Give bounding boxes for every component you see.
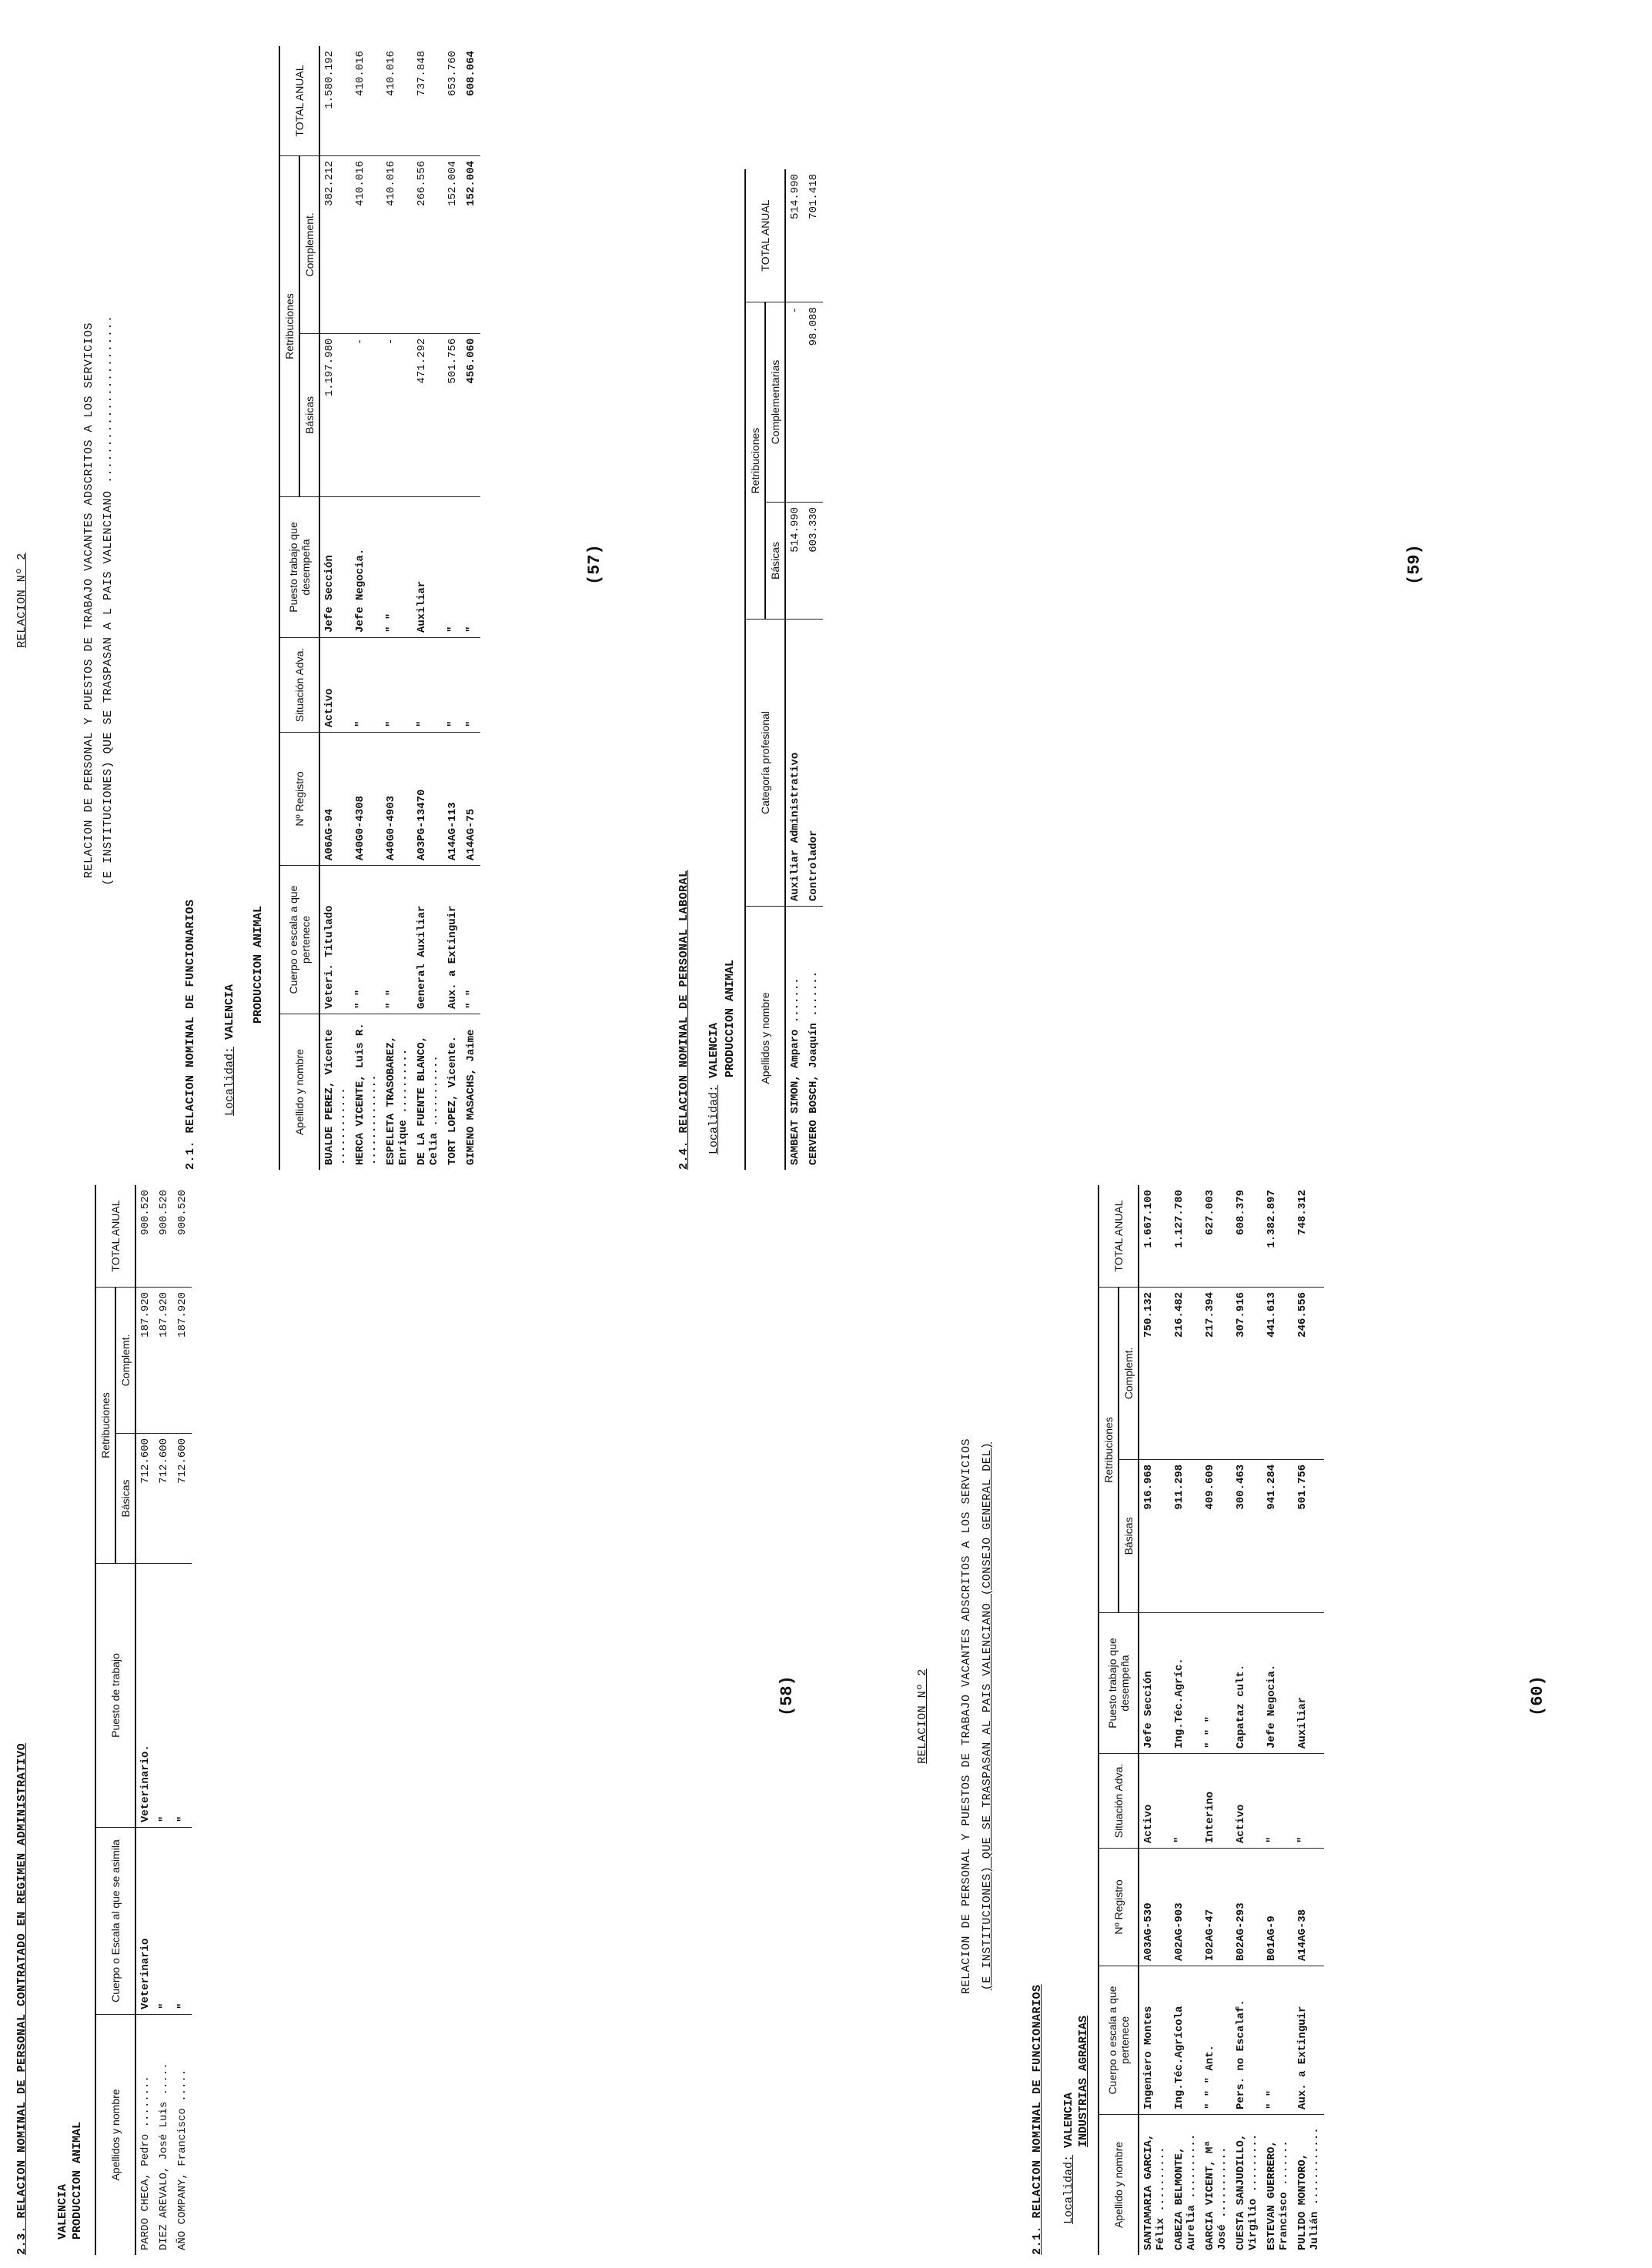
cell-basicas: 1.197.980 (319, 333, 351, 496)
table-row (785, 169, 804, 1170)
col-situacion: Situación Adva. (279, 638, 319, 733)
cell-puesto: Jefe Sección (1139, 1613, 1170, 1754)
cell-basicas: 300.463 (1232, 1459, 1262, 1612)
cell-situacion: " (382, 638, 413, 733)
cell-cuerpo: Veterinario (135, 1828, 155, 2015)
unidad4-value: INDUSTRIAS AGRARIAS (1077, 2015, 1090, 2147)
col-total: TOTAL ANUAL (95, 1185, 135, 1288)
cell-total: 410.016 (351, 46, 382, 156)
cell-registro: I02AG-47 (1201, 1849, 1232, 1966)
col-total: TOTAL ANUAL (279, 46, 319, 156)
cell-complementarias: 410.016 (351, 156, 382, 334)
col-complementarias: Complementarias (765, 302, 785, 503)
cell-nombre: TORT LOPEZ, Vicente. (446, 1035, 459, 1165)
table-row (1293, 1185, 1324, 2255)
funcionarios-table (279, 46, 480, 1170)
col-categoria: Categoría profesional (745, 620, 785, 907)
cell-nombre: ESTEVAN GUERRERO, Francisco ....... (1266, 2140, 1290, 2250)
cell-complementarias: 187.920 (173, 1288, 192, 1434)
cell-complementarias: 217.394 (1201, 1288, 1232, 1460)
cell-nombre: CERVERO BOSCH, Joaquín ....... (808, 970, 820, 1165)
cell-puesto: Jefe Negocia. (1262, 1613, 1293, 1754)
table-row (319, 46, 351, 1170)
cell-total: 608.064 (462, 46, 480, 156)
col-total: TOTAL ANUAL (745, 169, 785, 302)
cell-cuerpo: Aux. a Extinguir (443, 866, 462, 1014)
col-retribuciones: Retribuciones (745, 302, 765, 620)
cell-registro: A02AG-903 (1170, 1849, 1201, 1966)
cell-total: 608.379 (1232, 1185, 1262, 1288)
cell-registro: B01AG-9 (1262, 1849, 1293, 1966)
section3-heading (15, 1177, 28, 2255)
col-puesto: Puesto de trabajo (95, 1564, 135, 1828)
cell-situacion: " (1170, 1754, 1201, 1849)
cell-nombre: CUESTA SANJUDILLO, Virgilio ......... (1235, 2133, 1259, 2250)
col-puesto: Puesto trabajo que desempeña (279, 497, 319, 638)
col-basicas: Básicas (1119, 1459, 1139, 1612)
col-cuerpo: Cuerpo o escala a que pertenece (279, 866, 319, 1014)
cell-complementarias: 410.016 (382, 156, 413, 334)
table-row (135, 1185, 155, 2255)
cell-situacion: " (443, 638, 462, 733)
cell-nombre: PARDO CHECA, Pedro ........ (139, 2076, 152, 2250)
cell-nombre: DE LA FUENTE BLANCO, Celia ........... (416, 1035, 440, 1165)
section-title: 2.1. RELACION NOMINAL DE FUNCIONARIOS (184, 899, 197, 1170)
cell-total: 514.990 (785, 169, 804, 302)
cell-cuerpo: " (155, 1828, 173, 2015)
section-heading (184, 31, 197, 1170)
col-puesto: Puesto trabajo que desempeña (1099, 1613, 1139, 1754)
cell-puesto: " (443, 497, 462, 638)
localidad2-label: Localidad: (707, 1084, 721, 1154)
cell-situacion: " (413, 638, 443, 733)
section4-title: 2.1. RELACION NOMINAL DE FUNCIONARIOS (1031, 1984, 1044, 2255)
cell-cuerpo: Aux. a Extinguir (1293, 1966, 1324, 2115)
table-row (1232, 1185, 1262, 2255)
cell-basicas: 712.600 (155, 1433, 173, 1563)
left-top-block (15, 31, 480, 1170)
right-bottom-block (916, 1177, 1324, 2255)
unidad-value: PRODUCCION ANIMAL (252, 905, 265, 1024)
cell-total: 1.580.192 (319, 46, 351, 156)
cell-basicas: 603.330 (804, 502, 823, 619)
col-complementarias: Complement. (299, 156, 319, 334)
cell-categoria: Auxiliar Administrativo (785, 620, 804, 907)
left-bottom-block (677, 31, 823, 1170)
section2-heading (677, 31, 691, 1170)
col-retribuciones: Retribuciones (1099, 1288, 1119, 1613)
cell-complementarias: 98.088 (804, 302, 823, 503)
relacion-header: RELACION Nº 2 (15, 553, 28, 648)
page-number-60: (60) (1528, 1675, 1547, 1716)
table-row (1262, 1185, 1293, 2255)
cell-cuerpo: " " " Ant. (1201, 1966, 1232, 2115)
cell-total: 737.848 (413, 46, 443, 156)
cell-cuerpo: " " (462, 866, 480, 1014)
funcionarios2-table (1098, 1185, 1324, 2255)
cell-total: 410.016 (382, 46, 413, 156)
page-number-59: (59) (1405, 544, 1424, 585)
cell-puesto: " " " (1201, 1613, 1232, 1754)
cell-basicas: 712.600 (173, 1433, 192, 1563)
col-basicas: Básicas (765, 502, 785, 619)
doc2-title-line1: RELACION DE PERSONAL Y PUESTOS DE TRABAJO VACANTES ADSCRITOS A LOS SERVICIOS (960, 1438, 973, 1995)
section4-heading (1031, 1177, 1044, 2255)
col-basicas: Básicas (115, 1433, 135, 1563)
cell-complementarias: 152.004 (443, 156, 462, 334)
cell-cuerpo: Veteri. Titulado (319, 866, 351, 1014)
cell-basicas: - (351, 333, 382, 496)
cell-cuerpo: " " (1262, 1966, 1293, 2115)
col-registro: Nº Registro (279, 733, 319, 866)
cell-total: 1.667.100 (1139, 1185, 1170, 1288)
cell-cuerpo: Ing.Téc.Agrícola (1170, 1966, 1201, 2115)
doc-title-line1: RELACION DE PERSONAL Y PUESTOS DE TRABAJO VACANTES ADSCRITOS A LOS SERVICIOS (82, 322, 95, 879)
table-row (1139, 1185, 1170, 2255)
cell-total: 1.382.897 (1262, 1185, 1293, 1288)
cell-total: 653.760 (443, 46, 462, 156)
table-row (382, 46, 413, 1170)
cell-puesto: Ing.Téc.Agríc. (1170, 1613, 1201, 1754)
cell-situacion: " (351, 638, 382, 733)
cell-categoria: Controlador (804, 620, 823, 907)
cell-puesto: Jefe Sección (319, 497, 351, 638)
cell-nombre: SANTAMARIA GARCIA, Félix .......... (1142, 2133, 1167, 2250)
cell-registro: A40G0-4903 (382, 733, 413, 866)
cell-basicas: 471.292 (413, 333, 443, 496)
table-row (804, 169, 823, 1170)
cell-complementarias: 187.920 (135, 1288, 155, 1434)
cell-puesto: " (155, 1564, 173, 1828)
cell-complementarias: 307.916 (1232, 1288, 1262, 1460)
cell-total: 1.127.780 (1170, 1185, 1201, 1288)
col-nombre: Apellido y nombre (279, 1014, 319, 1171)
cell-basicas: 501.756 (443, 333, 462, 496)
cell-nombre: BUALDE PEREZ, Vicente ............ (323, 1029, 348, 1165)
col-nombre: Apellidos y nombre (95, 2015, 135, 2256)
cell-total: 627.003 (1201, 1185, 1232, 1288)
cell-complementarias: 266.556 (413, 156, 443, 334)
localidad3-value: VALENCIA (56, 2183, 69, 2240)
cell-basicas: 501.756 (1293, 1459, 1324, 1612)
cell-situacion: " (462, 638, 480, 733)
table-row (173, 1185, 192, 2255)
cell-total: 900.520 (135, 1185, 155, 1288)
cell-registro: A14AG-38 (1293, 1849, 1324, 1966)
cell-puesto: Auxiliar (413, 497, 443, 638)
cell-cuerpo: Ingeniero Montes (1139, 1966, 1170, 2115)
col-complementarias: Complemt. (115, 1288, 135, 1434)
cell-complementarias: - (785, 302, 804, 503)
cell-puesto: " (462, 497, 480, 638)
cell-situacion: Interino (1201, 1754, 1232, 1849)
cell-nombre: CABEZA BELMONTE, Aurelia .......... (1173, 2133, 1198, 2250)
cell-complementarias: 216.482 (1170, 1288, 1201, 1460)
laboral-table (744, 169, 823, 1170)
col-total: TOTAL ANUAL (1099, 1185, 1139, 1288)
table-row (413, 46, 443, 1170)
cell-complementarias: 750.132 (1139, 1288, 1170, 1460)
table-row (462, 46, 480, 1170)
cell-situacion: " (1262, 1754, 1293, 1849)
col-cuerpo: Cuerpo o Escala al que se asimila (95, 1828, 135, 2015)
cell-cuerpo: " (173, 1828, 192, 2015)
cell-cuerpo: " " (382, 866, 413, 1014)
cell-situacion: Activo (1232, 1754, 1262, 1849)
cell-basicas: 712.600 (135, 1433, 155, 1563)
cell-complementarias: 152.004 (462, 156, 480, 334)
cell-cuerpo: " " (351, 866, 382, 1014)
cell-nombre: AÑO COMPANY, Francisco ..... (176, 2069, 189, 2250)
cell-puesto: Veterinario. (135, 1564, 155, 1828)
cell-total: 748.312 (1293, 1185, 1324, 1288)
col-situacion: Situación Adva. (1099, 1754, 1139, 1849)
table-row (155, 1185, 173, 2255)
cell-basicas: 911.298 (1170, 1459, 1201, 1612)
cell-basicas: 409.609 (1201, 1459, 1232, 1612)
cell-registro: A14AG-75 (462, 733, 480, 866)
col-retribuciones: Retribuciones (279, 156, 299, 497)
cell-registro: A06AG-94 (319, 733, 351, 866)
page-number-58: (58) (778, 1675, 797, 1716)
unidad2-value: PRODUCCION ANIMAL (724, 959, 737, 1077)
col-registro: Nº Registro (1099, 1849, 1139, 1966)
cell-situacion: Activo (1139, 1754, 1170, 1849)
cell-complementarias: 246.556 (1293, 1288, 1324, 1460)
cell-nombre: HERCA VICENTE, Luis R. .............. (354, 1023, 379, 1165)
cell-nombre: SAMBEAT SIMON, Amparo ....... (789, 977, 801, 1165)
table-row (351, 46, 382, 1170)
table-row (1201, 1185, 1232, 2255)
localidad-value: VALENCIA (223, 984, 236, 1040)
page-number-57: (57) (585, 544, 604, 585)
cell-nombre: GIMENO MASACHS, Jaime (465, 1029, 477, 1165)
table-row (443, 46, 462, 1170)
cell-registro: A40G0-4308 (351, 733, 382, 866)
unidad3-value: PRODUCCION ANIMAL (71, 2121, 84, 2240)
cell-registro: A03PG-13470 (413, 733, 443, 866)
cell-cuerpo: General Auxiliar (413, 866, 443, 1014)
right-top-block (15, 1177, 192, 2255)
cell-nombre: ESPELETA TRASOBAREZ, Enrique .......... (385, 1035, 410, 1165)
cell-basicas: 916.968 (1139, 1459, 1170, 1612)
cell-basicas: 941.284 (1262, 1459, 1293, 1612)
col-complementarias: Complemt. (1119, 1288, 1139, 1460)
doc2-title-line2: (E INSTITUCIONES) QUE SE TRASPASAN AL PAIS VALENCIANO (CONSEJO GENERAL DEL) (981, 1441, 994, 1991)
localidad4-label: Localidad: (1062, 2154, 1075, 2224)
cell-registro: A03AG-530 (1139, 1849, 1170, 1966)
cell-total: 900.520 (173, 1185, 192, 1288)
relacion2-header: RELACION Nº 2 (916, 1668, 929, 1764)
cell-complementarias: 441.613 (1262, 1288, 1293, 1460)
cell-nombre: PULIDO MONTORO, Julián ............ (1296, 2127, 1321, 2250)
localidad4-value: VALENCIA (1062, 2092, 1075, 2148)
cell-nombre: GARCIA VICENT, Mª José ........... (1204, 2140, 1229, 2250)
col-retribuciones: Retribuciones (95, 1288, 115, 1564)
col-basicas: Básicas (299, 333, 319, 496)
cell-basicas: - (382, 333, 413, 496)
contratado-table (95, 1185, 192, 2255)
section2-title: 2.4. RELACION NOMINAL DE PERSONAL LABORAL (677, 870, 691, 1170)
section3-title: 2.3. RELACION NOMINAL DE PERSONAL CONTRATADO EN REGIMEN ADMINISTRATIVO (15, 1742, 28, 2255)
table-row (1170, 1185, 1201, 2255)
cell-registro: A14AG-113 (443, 733, 462, 866)
cell-registro: B02AG-293 (1232, 1849, 1262, 1966)
cell-situacion: " (1293, 1754, 1324, 1849)
doc-title-line2: (E INSTITUCIONES) QUE SE TRASPASAN A L PAIS VALENCIANO ....................... (102, 315, 115, 886)
localidad-label: Localidad: (223, 1046, 236, 1116)
cell-nombre: DIEZ AREVALO, José Luis ..... (158, 2063, 170, 2250)
cell-basicas: 514.990 (785, 502, 804, 619)
col-nombre: Apellido y nombre (1099, 2115, 1139, 2256)
cell-puesto: Capataz cult. (1232, 1613, 1262, 1754)
col-cuerpo: Cuerpo o escala a que pertenece (1099, 1966, 1139, 2115)
cell-puesto: " " (382, 497, 413, 638)
col-nombre: Apellidos y nombre (745, 907, 785, 1171)
cell-puesto: " (173, 1564, 192, 1828)
cell-cuerpo: Pers. no Escalaf. (1232, 1966, 1262, 2115)
cell-puesto: Auxiliar (1293, 1613, 1324, 1754)
cell-situacion: Activo (319, 638, 351, 733)
cell-complementarias: 187.920 (155, 1288, 173, 1434)
cell-total: 701.418 (804, 169, 823, 302)
localidad2-value: VALENCIA (707, 1022, 721, 1078)
cell-basicas: 456.060 (462, 333, 480, 496)
cell-puesto: Jefe Negocia. (351, 497, 382, 638)
cell-complementarias: 382.212 (319, 156, 351, 334)
cell-total: 900.520 (155, 1185, 173, 1288)
